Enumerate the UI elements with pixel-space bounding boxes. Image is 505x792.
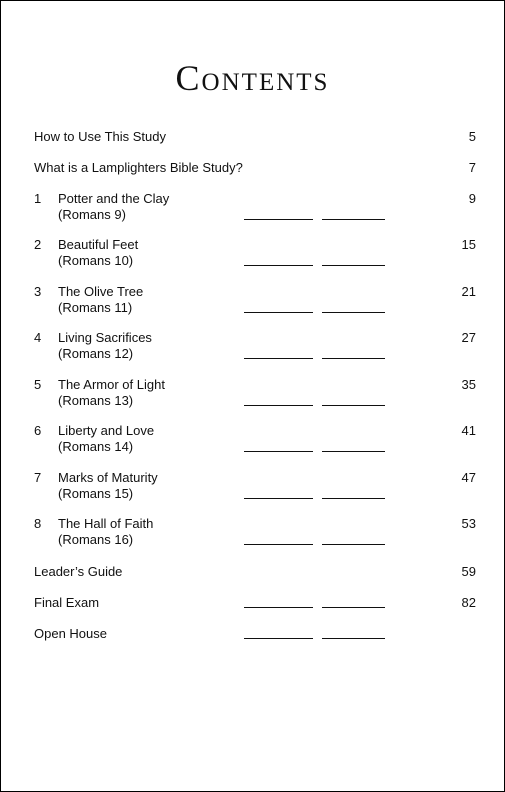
toc-entry-page: 41 [461,423,476,438]
date-blank-line [244,544,313,545]
lesson-title: The Hall of Faith [58,516,154,531]
lesson-scripture: (Romans 15) [58,486,134,501]
toc-entry-page: 47 [461,470,476,485]
date-blank-line [244,638,313,639]
lesson-title: Marks of Maturity [58,470,158,485]
toc-entry-label: Final Exam [34,595,100,610]
date-blank-line [322,544,385,545]
lesson-title: Liberty and Love [58,423,155,438]
toc-entry-page: 15 [461,237,476,252]
toc-entry-page: 82 [461,595,476,610]
toc-entry-label: Leader’s Guide [34,564,123,579]
lesson-title: Potter and the Clay [58,191,170,206]
lesson-scripture: (Romans 16) [58,532,134,547]
date-blank-line [244,498,313,499]
toc-entry-label: How to Use This Study [34,129,166,144]
date-blank-line [244,312,313,313]
lesson-scripture: (Romans 12) [58,346,134,361]
toc-entry-label: Open House [34,626,107,641]
lesson-scripture: (Romans 11) [58,300,133,315]
date-blank-line [322,358,385,359]
lesson-scripture: (Romans 14) [58,439,134,454]
lesson-number: 6 [34,423,42,438]
lesson-title: Living Sacrifices [58,330,152,345]
date-blank-line [322,219,385,220]
date-blank-line [322,638,385,639]
toc-entry-page: 35 [461,377,476,392]
date-blank-line [322,498,385,499]
lesson-title: Beautiful Feet [58,237,139,252]
date-blank-line [322,405,385,406]
toc-entry-page: 7 [468,160,476,175]
toc-entry-label: What is a Lamplighters Bible Study? [34,160,243,175]
lesson-scripture: (Romans 9) [58,207,126,222]
date-blank-line [322,451,385,452]
date-blank-line [244,405,313,406]
lesson-title: The Olive Tree [58,284,144,299]
lesson-number: 7 [34,470,42,485]
toc-entry-page: 59 [461,564,476,579]
toc-entry-page: 5 [468,129,476,144]
date-blank-line [244,265,313,266]
toc-entry-page: 27 [461,330,476,345]
lesson-scripture: (Romans 10) [58,253,134,268]
lesson-number: 1 [34,191,42,206]
lesson-number: 4 [34,330,42,345]
page-title: Contents [175,58,330,98]
lesson-number: 5 [34,377,42,392]
lesson-number: 8 [34,516,42,531]
lesson-number: 2 [34,237,42,252]
date-blank-line [322,265,385,266]
lesson-number: 3 [34,284,42,299]
lesson-title: The Armor of Light [58,377,165,392]
date-blank-line [244,358,313,359]
toc-entry-page: 53 [461,516,476,531]
toc-entry-page: 9 [468,191,476,206]
date-blank-line [322,312,385,313]
date-blank-line [322,607,385,608]
date-blank-line [244,451,313,452]
date-blank-line [244,219,313,220]
toc-entry-page: 21 [461,284,476,299]
lesson-scripture: (Romans 13) [58,393,134,408]
date-blank-line [244,607,313,608]
